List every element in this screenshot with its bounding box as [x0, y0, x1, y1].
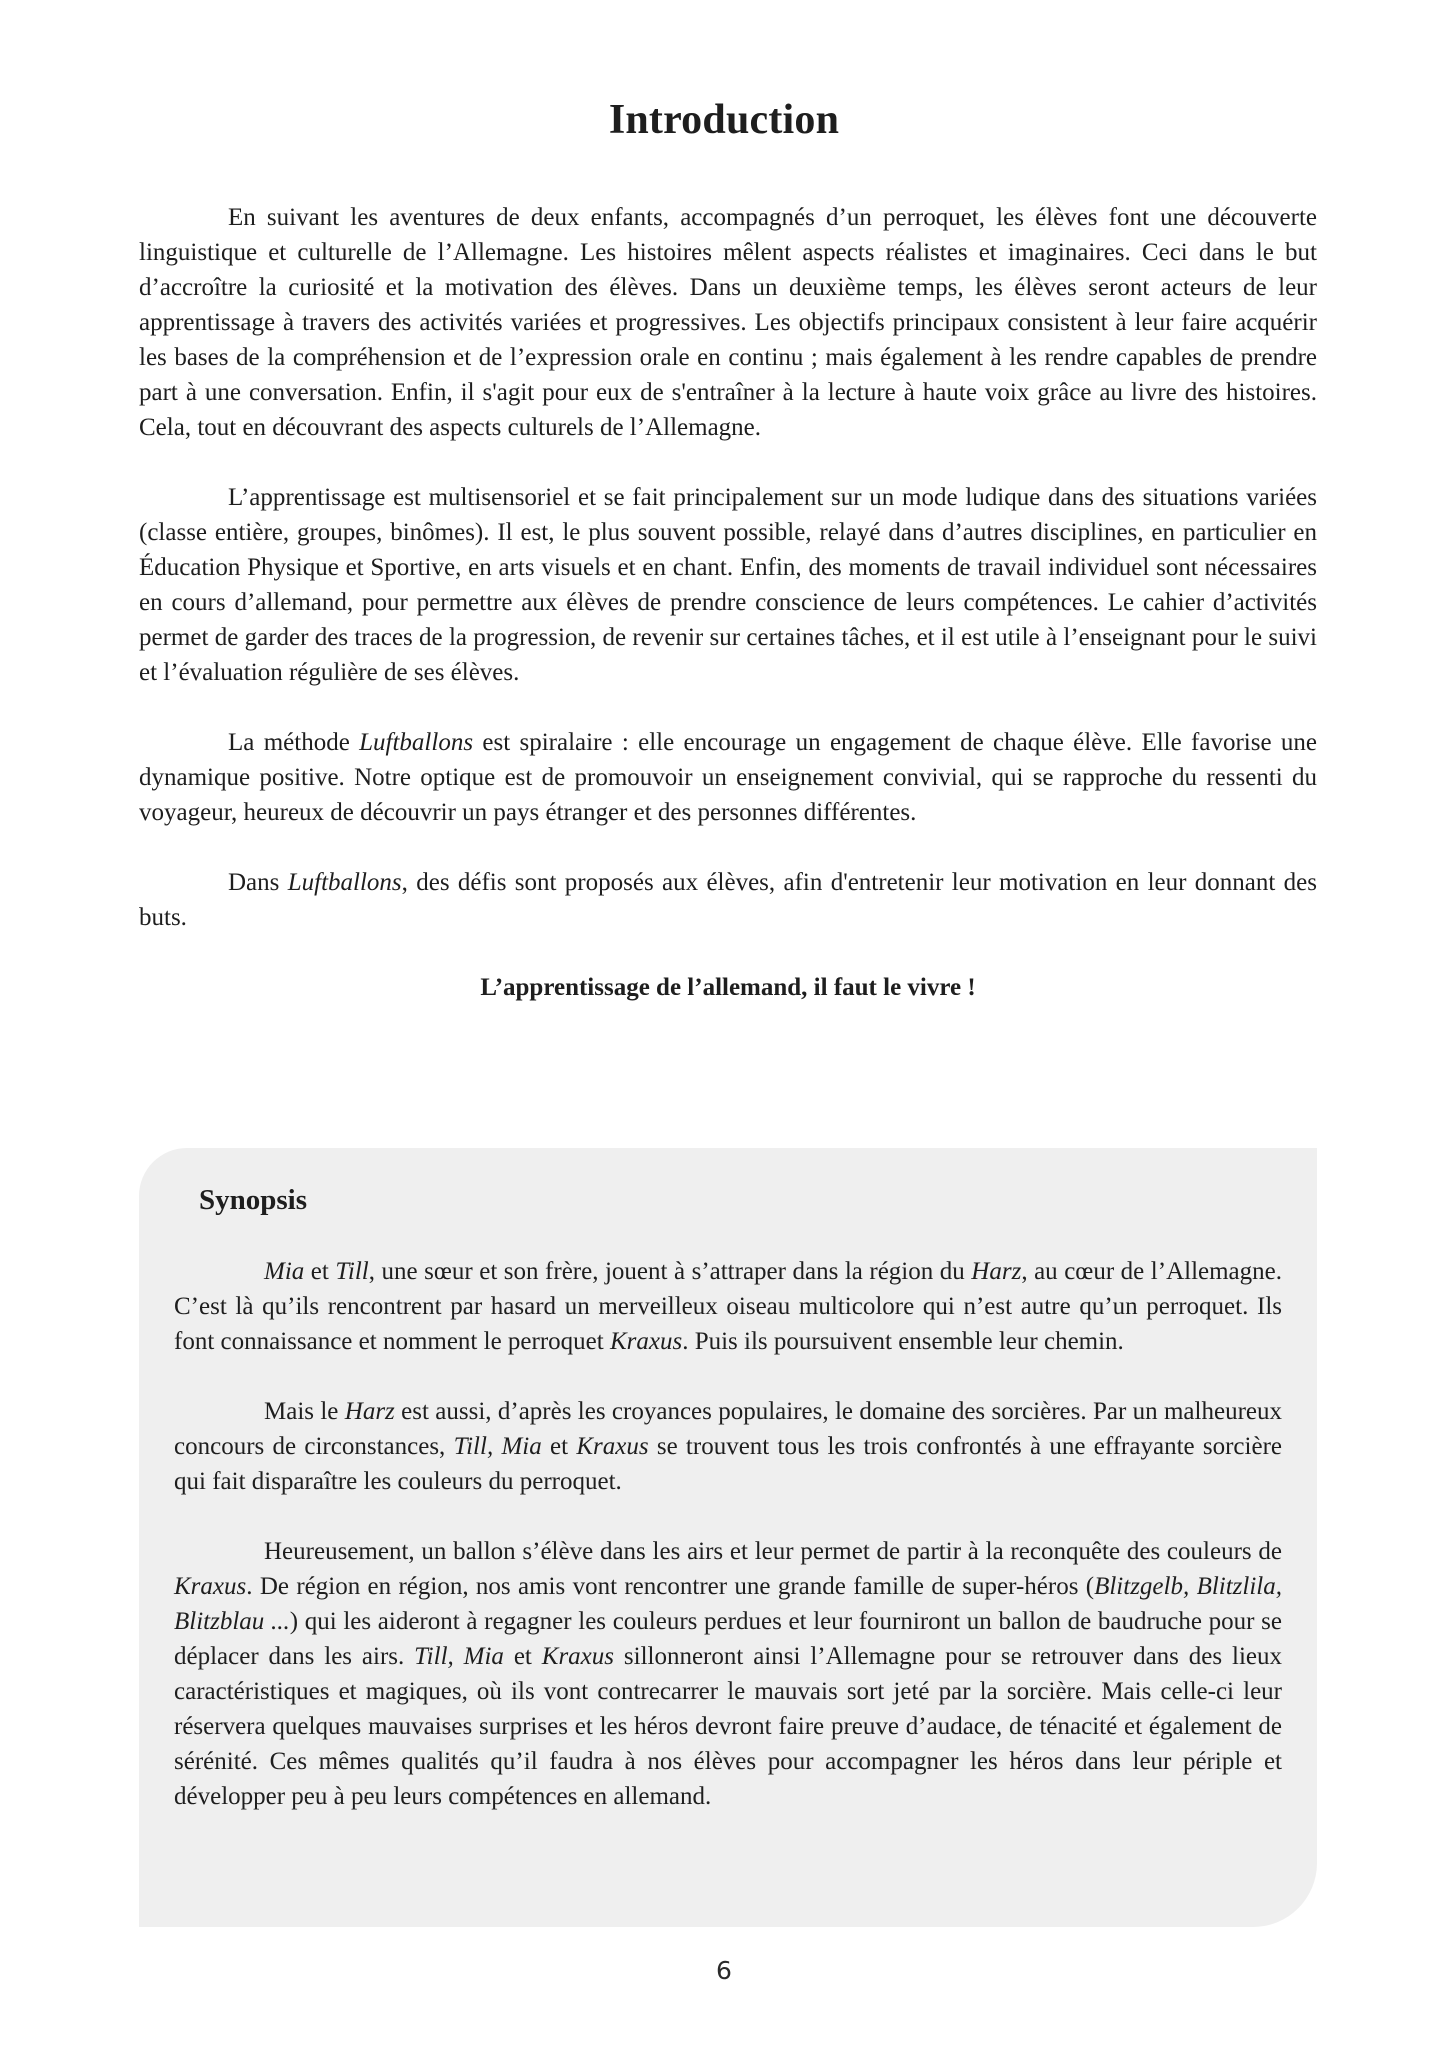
character-name: Till	[335, 1258, 369, 1285]
intro-paragraph-2: L’apprentissage est multisensoriel et se fait principalement sur un mode ludique dans des situations variées (classe entière, groupes, binômes). Il est, le plus souvent possible, relayé dans d’autres disciplines, en particulier en Éducation Physique et Sportive, en arts visuels et en chant. Enfin, des moments de travail individuel sont nécessaires en cours d’allemand, pour permettre aux élèves de prendre conscience de leurs compétences. Le cahier d’activités permet de garder des traces de la progression, de revenir sur certaines tâches, et il est utile à l’enseignant pour le suivi et l’évaluation régulière de ses élèves.	[139, 484, 1317, 686]
text-run: se trouvent tous les trois confrontés à une effrayante sorcière qui fait disparaître les couleurs du perroquet.	[174, 1433, 1282, 1495]
character-name: Kraxus	[541, 1643, 614, 1670]
text-run: Mais le	[264, 1398, 345, 1425]
text-run: , au cœur de l’Allemagne. C’est là qu’ils rencontrent par hasard un merveilleux oiseau multicolore qui n’est autre qu’un perroquet. Ils font connaissance et nomment le perroquet	[174, 1258, 1282, 1355]
intro-paragraph-1: En suivant les aventures de deux enfants, accompagnés d’un perroquet, les élèves font une découverte linguistique et culturelle de l’Allemagne. Les histoires mêlent aspects réalistes et imaginaires. Ceci dans le but d’accroître la curiosité et la motivation des élèves. Dans un deuxième temps, les élèves seront acteurs de leur apprentissage à travers des activités variées et progressives. Les objectifs principaux consistent à leur faire acquérir les bases de la compréhension et de l’expression orale en continu ; mais également à les rendre capables de prendre part à une conversation. Enfin, il s'agit pour eux de s'entraîner à la lecture à haute voix grâce au livre des histoires. Cela, tout en découvrant des aspects culturels de l’Allemagne.	[139, 204, 1317, 441]
text-run: et	[541, 1433, 577, 1460]
text-run: et	[503, 1643, 542, 1670]
synopsis-paragraph-3	[174, 1534, 1282, 1814]
text-run: . Puis ils poursuivent ensemble leur chemin.	[682, 1328, 1124, 1355]
hero-names: Blitzgelb, Blitzlila, Blitzblau ...	[174, 1573, 1282, 1635]
character-name: Kraxus	[174, 1573, 247, 1600]
synopsis-box	[139, 1148, 1317, 1927]
synopsis-body	[174, 1254, 1282, 1849]
synopsis-paragraph-1	[174, 1254, 1282, 1359]
text-run: Heureusement, un ballon s’élève dans les airs et leur permet de partir à la reconquête des couleurs de	[264, 1538, 1282, 1565]
character-name: Till, Mia	[453, 1433, 542, 1460]
text-run: Dans	[228, 869, 288, 896]
text-run: , une sœur et son frère, jouent à s’attraper dans la région du	[368, 1258, 972, 1285]
character-name: Kraxus	[609, 1328, 683, 1355]
synopsis-paragraph-2	[174, 1394, 1282, 1499]
method-name: Luftballons	[359, 729, 474, 756]
page-title: Introduction	[608, 97, 840, 143]
intro-paragraph-4	[139, 865, 1317, 935]
text-run: , des défis sont proposés aux élèves, afin d'entretenir leur motivation en leur donnant des buts.	[139, 869, 1317, 931]
character-name: Kraxus	[576, 1433, 649, 1460]
intro-paragraph-3	[139, 725, 1317, 830]
text-run: sillonneront ainsi l’Allemagne pour se retrouver dans des lieux caractéristiques et magiques, où ils vont contrecarrer le mauvais sort jeté par la sorcière. Mais celle-ci leur réservera quelques mauvaises surprises et les héros devront faire preuve d’audace, de ténacité et également de sérénité. Ces mêmes qualités qu’il faudra à nos élèves pour accompagner les héros dans leur périple et développer peu à peu leurs compétences en allemand.	[174, 1643, 1282, 1810]
text-run: . De région en région, nos amis vont rencontrer une grande famille de super-héros (	[246, 1573, 1095, 1600]
place-name: Harz	[344, 1398, 395, 1425]
text-run: ) qui les aideront à regagner les couleurs perdues et leur fourniront un ballon de baudruche pour se déplacer dans les airs.	[174, 1608, 1282, 1670]
synopsis-title: Synopsis	[199, 1184, 308, 1216]
text-run: La méthode	[228, 729, 360, 756]
place-name: Harz	[971, 1258, 1022, 1285]
character-name: Mia	[264, 1258, 305, 1285]
page-number: 6	[716, 1956, 732, 1985]
method-name: Luftballons	[287, 869, 402, 896]
introduction-section	[139, 200, 1317, 1005]
character-name: Till, Mia	[414, 1643, 504, 1670]
tagline: L’apprentissage de l’allemand, il faut le vivre !	[480, 974, 976, 1001]
text-run: est spiralaire : elle encourage un engagement de chaque élève. Elle favorise une dynamique positive. Notre optique est de promouvoir un enseignement convivial, qui se rapproche du ressenti du voyageur, heureux de découvrir un pays étranger et des personnes différentes.	[139, 729, 1317, 826]
text-run: et	[304, 1258, 336, 1285]
text-run: est aussi, d’après les croyances populaires, le domaine des sorcières. Par un malheureux concours de circonstances,	[174, 1398, 1282, 1460]
